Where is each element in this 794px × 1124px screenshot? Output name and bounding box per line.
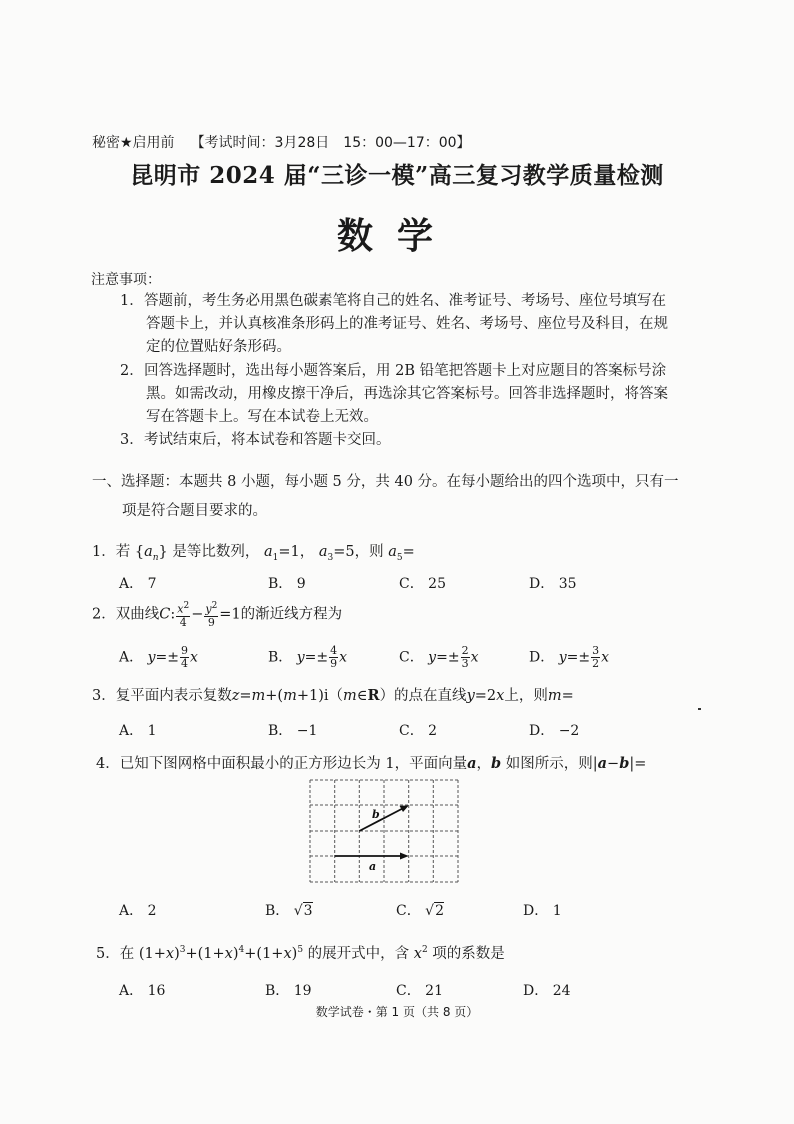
section-1-heading: 一、选择题：本题共 8 小题，每小题 5 分，共 40 分。在每小题给出的四个选项中，只有一 <box>92 474 679 490</box>
question-5-stem: 5．在 $(1+x)^3+(1+x)^4+(1+x)^5$ 的展开式中，含 $x^2$ 项的系数是 <box>96 945 505 962</box>
notice-item-2-line-2: 黑。如需改动，用橡皮擦干净后，再选涂其它答案标号。回答非选择题时，将答案 <box>146 386 668 402</box>
q5-option-c: C． 21 <box>396 983 443 999</box>
q4-option-c: C． √2 <box>396 903 445 919</box>
section-1-heading-cont: 项是符合题目要求的。 <box>122 503 267 519</box>
q4-option-d: D． 1 <box>523 903 562 919</box>
q2-option-d: D． y=± $\frac{3}{2}$ x <box>529 644 609 670</box>
notice-item-1-line-3: 定的位置贴好条形码。 <box>146 339 291 355</box>
q3-option-d: D． −2 <box>529 723 580 739</box>
notice-item-1-line-2: 答题卡上，并认真核准条形码上的准考证号、姓名、考场号、座位号及科目，在规 <box>146 316 668 332</box>
notice-item-2-line-3: 写在答题卡上。写在本试卷上无效。 <box>146 409 378 425</box>
q2-option-c: C． y=± $\frac{2}{3}$ x <box>399 644 479 670</box>
q3-option-b: B． −1 <box>268 723 318 739</box>
vector-b-label: b <box>372 808 380 821</box>
vector-grid-figure <box>309 779 459 883</box>
secret-label: 秘密★启用前 <box>92 135 175 151</box>
q5-option-b: B． 19 <box>265 983 312 999</box>
q1-option-c: C． 25 <box>399 576 446 592</box>
q4-option-b: B． √3 <box>265 903 313 919</box>
q5-option-d: D． 24 <box>523 983 571 999</box>
q2-option-b: B． y=± $\frac{4}{9}$ x <box>268 644 348 670</box>
notice-item-3: 3．考试结束后，将本试卷和答题卡交回。 <box>120 432 391 448</box>
exam-meta <box>92 132 471 152</box>
vector-a-arrow <box>335 853 409 860</box>
exam-title: 昆明市 2024 届“三诊一模”高三复习教学质量检测 <box>130 162 664 189</box>
subject-title: 数学 <box>336 215 457 257</box>
q3-option-c: C． 2 <box>399 723 438 739</box>
scan-speck <box>698 708 701 710</box>
notice-item-1: 1．答题前，考生务必用黑色碳素笔将自己的姓名、准考证号、考场号、座位号填写在 <box>120 293 666 309</box>
question-4-stem: 4．已知下图网格中面积最小的正方形边长为 1，平面向量a，b 如图所示，则|a−b|= <box>96 755 647 772</box>
question-3-stem: 3．复平面内表示复数z=m+(m+1)i（m∈R）的点在直线y=2x上，则m= <box>92 687 574 704</box>
exam-time: 【考试时间：3月28日 15：00—17：00】 <box>190 135 471 151</box>
q1-option-b: B． 9 <box>268 576 306 592</box>
notice-heading: 注意事项： <box>91 272 161 288</box>
q5-option-a: A． 16 <box>119 983 166 999</box>
q1-option-a: A． 7 <box>119 576 157 592</box>
question-2-stem: 2．双曲线C: $\frac{x^2}{4}$ − $\frac{y^2}{9}$ =1的渐近线方程为 <box>92 601 343 629</box>
page-footer: 数学试卷・第 1 页（共 8 页） <box>315 1005 479 1019</box>
notice-item-2: 2．回答选择题时，选出每小题答案后，用 2B 铅笔把答题卡上对应题目的答案标号涂 <box>120 363 667 379</box>
q3-option-a: A． 1 <box>119 723 157 739</box>
vector-a-label: a <box>369 860 377 873</box>
q4-option-a: A． 2 <box>119 903 157 919</box>
q2-option-a: A． y=± $\frac{9}{4}$ x <box>119 644 198 670</box>
question-1-stem: 1．若 $\{a_n\}$ 是等比数列， $a_1=1$， $a_3=5$，则 $a_5=$ <box>92 544 415 563</box>
q1-option-d: D． 35 <box>529 576 577 592</box>
